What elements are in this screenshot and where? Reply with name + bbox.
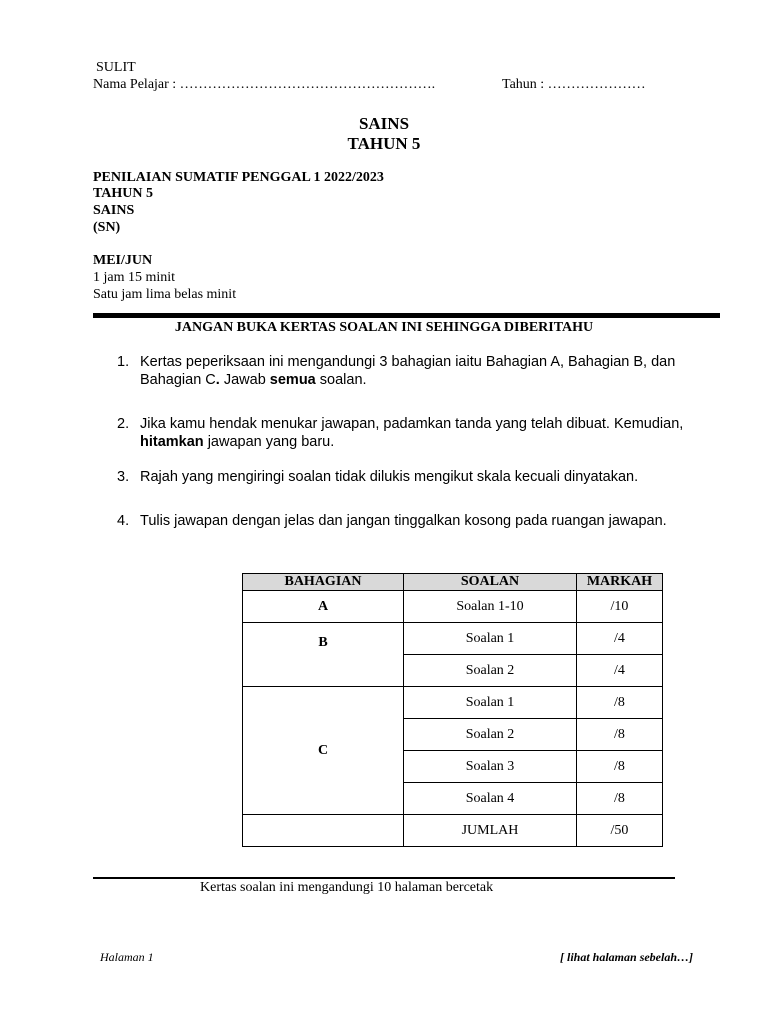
year-title: TAHUN 5 — [347, 134, 421, 153]
marks-cell: /8 — [577, 719, 663, 751]
total-marks: /50 — [577, 815, 663, 847]
marks-table — [242, 573, 663, 847]
student-name-field: Nama Pelajar : ………………………………………………. — [93, 77, 436, 92]
table-total-row — [243, 815, 663, 847]
exam-name: PENILAIAN SUMATIF PENGGAL 1 2022/2023 — [93, 170, 384, 185]
instruction-text: Tulis jawapan dengan jelas dan jangan tinggalkan kosong pada ruangan jawapan. — [140, 513, 667, 529]
question-cell: Soalan 4 — [404, 783, 577, 815]
header-bahagian: BAHAGIAN — [243, 574, 404, 591]
marks-cell: /8 — [577, 751, 663, 783]
exam-duration-words: Satu jam lima belas minit — [93, 287, 237, 302]
instruction-number: 1. — [117, 354, 130, 370]
marks-cell: /8 — [577, 783, 663, 815]
exam-subject: SAINS — [93, 203, 135, 218]
exam-year: TAHUN 5 — [93, 186, 154, 201]
subject-title: SAINS — [358, 114, 410, 133]
instruction-number: 3. — [117, 469, 130, 485]
instruction-text: Jika kamu hendak menukar jawapan, padamkan tanda yang telah dibuat. Kemudian, hitamkan jawapan yang baru. — [140, 416, 684, 450]
divider-thick — [93, 313, 720, 318]
table-header-row — [243, 574, 663, 591]
question-cell: Soalan 3 — [404, 751, 577, 783]
question-cell: Soalan 1 — [404, 623, 577, 655]
classification-label: SULIT — [96, 60, 136, 75]
instruction-text: Rajah yang mengiringi soalan tidak dilukis mengikut skala kecuali dinyatakan. — [140, 469, 639, 485]
total-label: JUMLAH — [404, 815, 577, 847]
next-page-hint: [ lihat halaman sebelah…] — [560, 950, 694, 964]
page-count-note: Kertas soalan ini mengandungi 10 halaman bercetak — [200, 880, 494, 895]
marks-cell: /8 — [577, 687, 663, 719]
table-row — [243, 591, 663, 623]
section-label: A — [243, 591, 404, 623]
question-cell: Soalan 2 — [404, 719, 577, 751]
instruction-number: 2. — [117, 416, 130, 432]
question-cell: Soalan 1 — [404, 687, 577, 719]
warning-notice: JANGAN BUKA KERTAS SOALAN INI SEHINGGA DIBERITAHU — [174, 320, 594, 335]
header-markah: MARKAH — [577, 574, 663, 591]
instruction-text: Kertas peperiksaan ini mengandungi 3 bahagian iaitu Bahagian A, Bahagian B, dan Bahagian C. Jawab semua soalan. — [140, 354, 676, 388]
question-cell: Soalan 2 — [404, 655, 577, 687]
marks-cell: /10 — [577, 591, 663, 623]
table-row — [243, 687, 663, 719]
section-label: B — [243, 623, 404, 687]
empty-cell — [243, 815, 404, 847]
exam-code: (SN) — [93, 220, 121, 235]
section-label: C — [243, 687, 404, 815]
page-number: Halaman 1 — [100, 950, 154, 964]
marks-cell: /4 — [577, 623, 663, 655]
table-row — [243, 623, 663, 655]
question-cell: Soalan 1-10 — [404, 591, 577, 623]
marks-cell: /4 — [577, 655, 663, 687]
divider-bottom — [93, 877, 675, 879]
header-soalan: SOALAN — [404, 574, 577, 591]
exam-duration: 1 jam 15 minit — [93, 270, 176, 285]
year-field: Tahun : ………………… — [502, 77, 646, 92]
instruction-number: 4. — [117, 513, 130, 529]
exam-month: MEI/JUN — [93, 253, 153, 268]
